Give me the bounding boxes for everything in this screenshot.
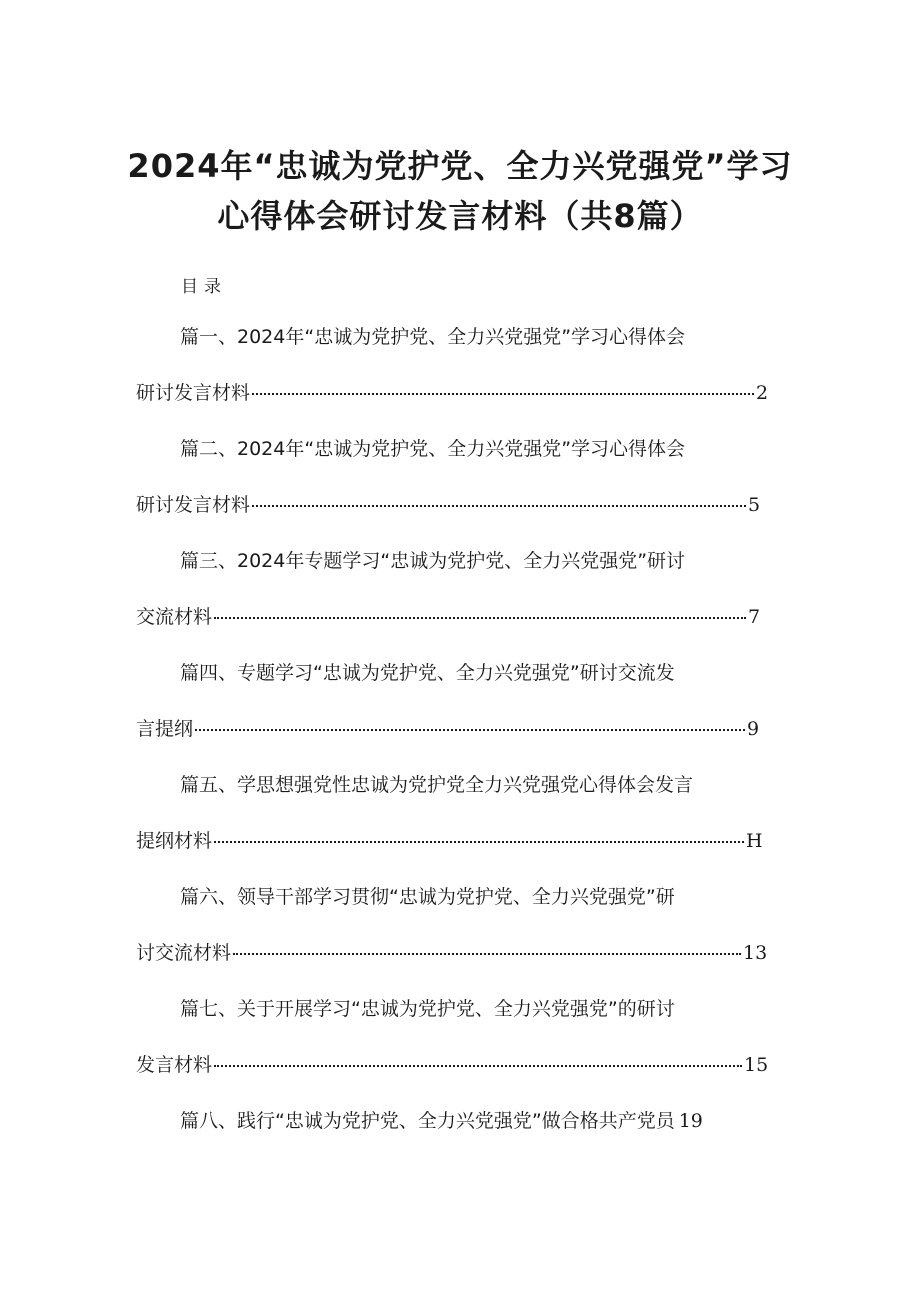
toc-page-number: 13 bbox=[743, 942, 768, 964]
toc-entry-7-continuation[interactable] bbox=[136, 1053, 768, 1077]
toc-entry-label: 研讨发言材料 bbox=[136, 494, 251, 516]
toc-page-number: 2 bbox=[756, 382, 769, 404]
toc-entry-label: 篇八、践行“忠诚为党护党、全力兴党强党”做合格共产党员 bbox=[180, 1110, 675, 1132]
toc-entry-label: 研讨发言材料 bbox=[136, 382, 251, 404]
dot-leader bbox=[214, 841, 744, 843]
dot-leader bbox=[252, 393, 754, 395]
toc-page-number: 9 bbox=[747, 718, 760, 740]
dot-leader bbox=[252, 505, 746, 507]
toc-entry-1-continuation[interactable] bbox=[136, 381, 768, 405]
toc-entry-5-title[interactable]: 篇五、学思想强党性忠诚为党护党全力兴党强党心得体会发言 bbox=[180, 774, 694, 796]
toc-entry-label: 提纲材料 bbox=[136, 830, 213, 852]
document-title-line-2: 心得体会研讨发言材料（共8篇） bbox=[217, 197, 703, 235]
toc-page-number: 5 bbox=[748, 494, 761, 516]
toc-heading: 目录 bbox=[181, 277, 227, 297]
toc-entry-2-title[interactable]: 篇二、2024年“忠诚为党护党、全力兴党强党”学习心得体会 bbox=[180, 438, 686, 460]
toc-entry-label: 交流材料 bbox=[136, 606, 213, 628]
toc-entry-5-continuation[interactable] bbox=[136, 829, 763, 853]
toc-entry-6-continuation[interactable] bbox=[136, 941, 767, 965]
toc-page-number: H bbox=[746, 830, 763, 852]
toc-entry-3-title[interactable]: 篇三、2024年专题学习“忠诚为党护党、全力兴党强党”研讨 bbox=[180, 550, 686, 572]
toc-entry-2-continuation[interactable] bbox=[136, 493, 760, 517]
toc-entry-6-title[interactable]: 篇六、领导干部学习贯彻“忠诚为党护党、全力兴党强党”研 bbox=[180, 886, 675, 908]
toc-page-number: 7 bbox=[748, 606, 761, 628]
dot-leader bbox=[214, 617, 746, 619]
toc-page-number: 19 bbox=[678, 1110, 703, 1132]
toc-entry-1-title[interactable]: 篇一、2024年“忠诚为党护党、全力兴党强党”学习心得体会 bbox=[180, 326, 686, 348]
toc-entry-4-title[interactable]: 篇四、专题学习“忠诚为党护党、全力兴党强党”研讨交流发 bbox=[180, 662, 675, 684]
dot-leader bbox=[195, 729, 745, 731]
toc-entry-3-continuation[interactable] bbox=[136, 605, 760, 629]
document-title-line-1: 2024年“忠诚为党护党、全力兴党强党”学习 bbox=[127, 147, 793, 185]
toc-page-number: 15 bbox=[744, 1054, 769, 1076]
dot-leader bbox=[214, 1065, 742, 1067]
dot-leader bbox=[233, 953, 741, 955]
toc-entry-label: 发言材料 bbox=[136, 1054, 213, 1076]
toc-entry-8-title[interactable] bbox=[180, 1109, 703, 1133]
toc-entry-label: 讨交流材料 bbox=[136, 942, 232, 964]
toc-entry-4-continuation[interactable] bbox=[136, 717, 759, 741]
toc-entry-label: 言提纲 bbox=[136, 718, 194, 740]
toc-entry-7-title[interactable]: 篇七、关于开展学习“忠诚为党护党、全力兴党强党”的研讨 bbox=[180, 998, 675, 1020]
